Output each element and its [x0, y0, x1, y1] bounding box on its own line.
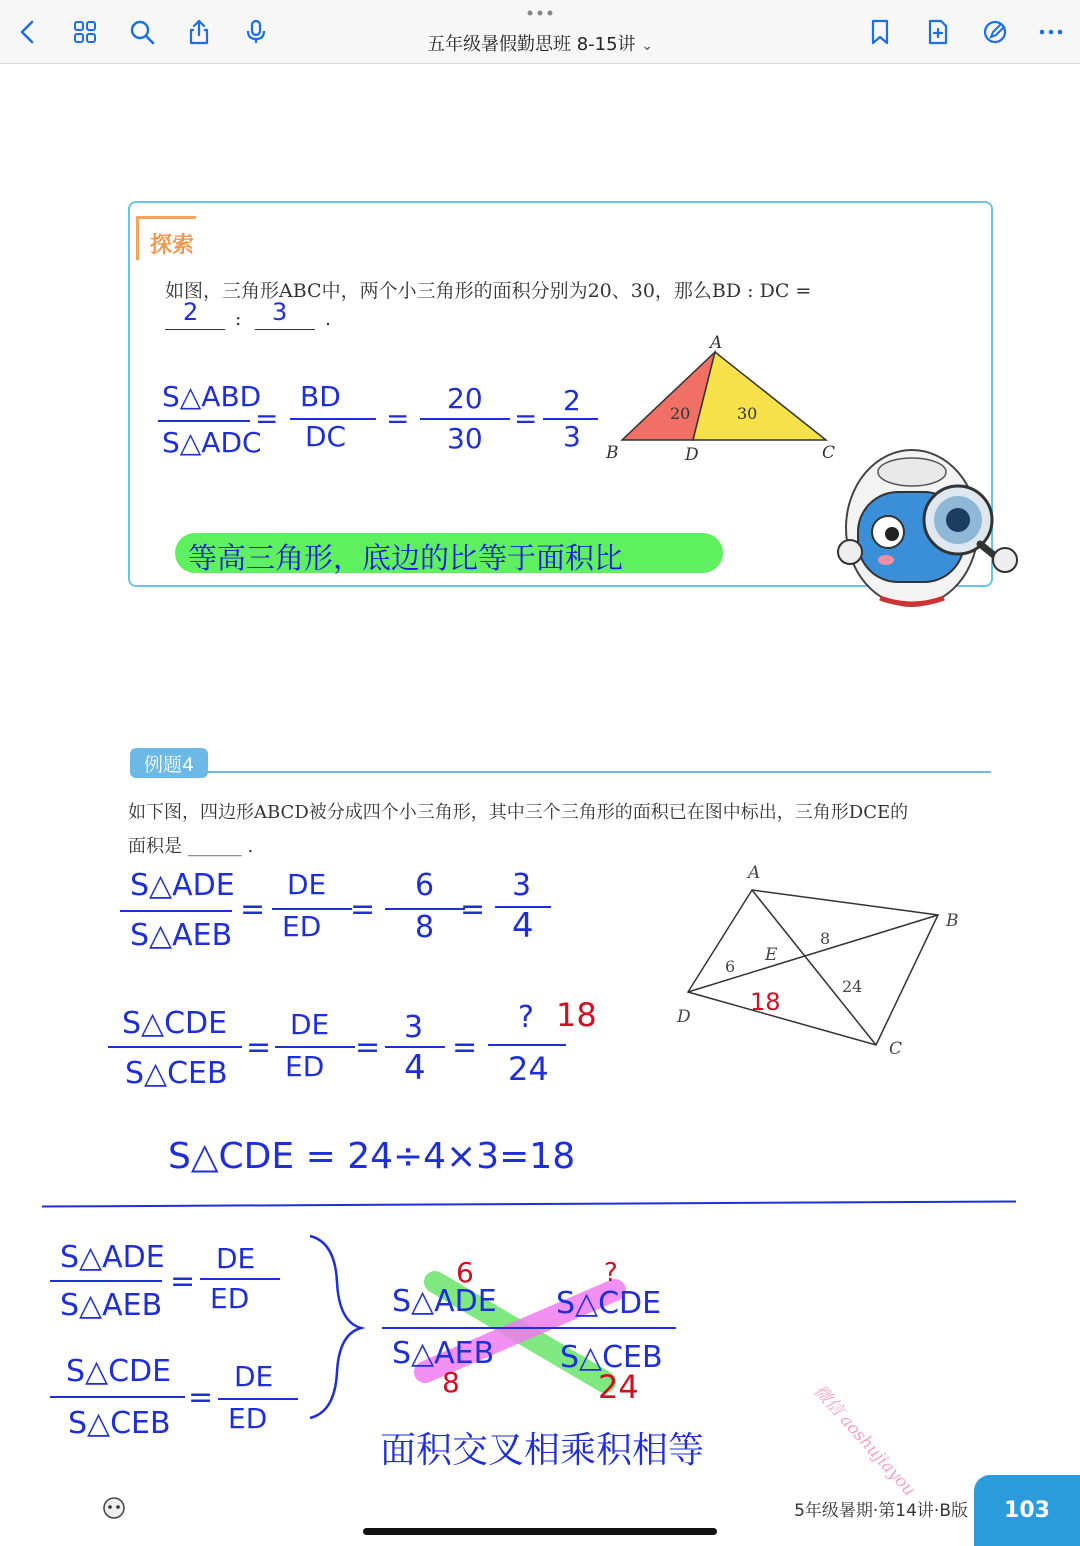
frac-line — [200, 1278, 280, 1280]
hw-num3: 20 — [447, 382, 483, 415]
equals: = — [188, 1380, 214, 1415]
more-button[interactable] — [1033, 14, 1069, 50]
sum-b-n: S△CDE — [66, 1354, 172, 1389]
area-24-label: 24 — [842, 977, 863, 996]
sum-x-d1: S△AEB — [392, 1336, 495, 1371]
equals: = — [460, 892, 486, 927]
hw-note-2: 面积交叉相乘积相等 — [380, 1430, 705, 1471]
eq1-d1: S△AEB — [130, 918, 233, 953]
equals: = — [452, 1030, 478, 1065]
period: . — [325, 308, 332, 330]
ellipsis-icon — [1037, 18, 1065, 46]
vertex-d: D — [677, 1007, 691, 1027]
page-number: 103 — [1004, 1498, 1050, 1523]
colon: : — [235, 308, 242, 330]
sum-b-d: S△CEB — [68, 1406, 171, 1441]
hw-den2: DC — [305, 420, 347, 453]
sum-x-n2: S△CDE — [556, 1286, 662, 1321]
vertex-d: D — [685, 445, 699, 465]
chevron-down-icon: ⌄ — [641, 38, 654, 54]
equals: = — [240, 892, 266, 927]
area-6-label: 6 — [725, 957, 736, 976]
eq2-n4: ? — [518, 1000, 534, 1035]
equals: = — [255, 402, 279, 435]
sum-a-n: S△ADE — [60, 1240, 165, 1275]
hw-den1: S△ADC — [162, 426, 262, 459]
frac-line — [218, 1398, 298, 1400]
quadrilateral-figure — [670, 858, 970, 1068]
vertex-a: A — [710, 333, 723, 353]
vertex-c: C — [822, 443, 836, 463]
eq1-n4: 3 — [512, 868, 532, 903]
area-right-label: 30 — [737, 404, 758, 423]
vertex-b: B — [606, 443, 619, 463]
robot-mascot-icon — [830, 432, 1025, 612]
eq2-d2: ED — [285, 1050, 325, 1083]
frac-line — [50, 1280, 162, 1282]
frac-line — [108, 1046, 242, 1048]
frac-line — [158, 420, 250, 422]
hw-den4: 3 — [563, 420, 581, 453]
sum-b-rd: ED — [228, 1402, 268, 1435]
explore-question: 如图，三角形ABC中，两个小三角形的面积分别为20、30，那么BD : DC = — [165, 280, 812, 302]
hw-num1: S△ABD — [162, 380, 262, 413]
eq1-d3: 8 — [415, 910, 435, 945]
hw-num4: 2 — [563, 384, 581, 417]
eq1-d2: ED — [282, 910, 322, 943]
sum-a-d: S△AEB — [60, 1288, 163, 1323]
sum-b-rn: DE — [234, 1360, 274, 1393]
eq2-answer: 18 — [556, 996, 597, 1034]
blank-1-answer: 2 — [183, 298, 199, 326]
equals: = — [246, 1030, 272, 1065]
equals: = — [170, 1264, 196, 1299]
tag-8: 8 — [442, 1366, 460, 1399]
eq1-n2: DE — [287, 868, 327, 901]
frac-line — [420, 418, 510, 420]
watermark: 微信 aoshujiayou — [809, 1381, 920, 1501]
tag-24: 24 — [598, 1368, 639, 1406]
more-dots-icon[interactable] — [524, 6, 556, 20]
example-rule — [208, 771, 991, 773]
eq1-d4: 4 — [512, 906, 534, 946]
face-icon — [102, 1496, 126, 1520]
document-title[interactable] — [0, 30, 1080, 56]
vertex-a: A — [748, 863, 761, 883]
example-question-line2: 面积是 ______ . — [128, 836, 254, 857]
eq2-d4: 24 — [508, 1050, 549, 1088]
eq2-n2: DE — [290, 1008, 330, 1041]
area-8-label: 8 — [820, 929, 831, 948]
hw-num2: BD — [300, 380, 341, 413]
vertex-c: C — [889, 1039, 903, 1059]
sum-a-rd: ED — [210, 1282, 250, 1315]
tag-6: 6 — [456, 1256, 474, 1289]
brace-icon — [305, 1232, 365, 1422]
eq2-n3: 3 — [404, 1010, 424, 1045]
pencil-circle-icon — [981, 18, 1009, 46]
example-question-line1: 如下图，四边形ABCD被分成四个小三角形，其中三个三角形的面积已在图中标出，三角形DCE的 — [128, 802, 909, 823]
sum-x-n1: S△ADE — [392, 1284, 497, 1319]
area-left-label: 20 — [670, 404, 691, 423]
footer-text: 5年级暑期·第14讲·B版 — [794, 1501, 968, 1521]
blank-2-answer: 3 — [272, 298, 288, 326]
triangle-figure — [600, 330, 850, 470]
annotate-button[interactable] — [977, 14, 1013, 50]
eq2-d3: 4 — [404, 1048, 426, 1088]
frac-line — [50, 1396, 185, 1398]
equals: = — [514, 402, 538, 435]
hw-den3: 30 — [447, 422, 483, 455]
toolbar — [0, 0, 1080, 64]
eq1-n1: S△ADE — [130, 868, 235, 903]
add-page-button[interactable] — [920, 14, 956, 50]
equals: = — [386, 402, 410, 435]
bookmark-icon — [866, 18, 894, 46]
frac-line — [488, 1044, 566, 1046]
equals: = — [350, 892, 376, 927]
sum-a-rn: DE — [216, 1242, 256, 1275]
equals: = — [355, 1030, 381, 1065]
eq3: S△CDE = 24÷4×3=18 — [168, 1136, 576, 1177]
explore-label: 探索 — [150, 233, 195, 258]
eq1-n3: 6 — [415, 868, 435, 903]
example-badge: 例题4 — [130, 748, 208, 778]
tag-question: ? — [604, 1258, 618, 1288]
hw-note-1: 等高三角形，底边的比等于面积比 — [188, 541, 624, 575]
sum-x-d2: S△CEB — [560, 1340, 663, 1375]
frac-line — [275, 1046, 355, 1048]
eq2-n1: S△CDE — [122, 1006, 228, 1041]
eq2-d1: S△CEB — [125, 1056, 228, 1091]
home-indicator[interactable] — [363, 1528, 717, 1535]
vertex-b: B — [946, 911, 959, 931]
add-page-icon — [924, 18, 952, 46]
area-18-label: 18 — [750, 988, 781, 1016]
document-title-text: 五年级暑假勤思班 8-15讲 — [426, 34, 636, 55]
vertex-e: E — [765, 945, 778, 965]
frac-line — [120, 910, 232, 912]
page-number-tab — [974, 1475, 1080, 1546]
bookmark-button[interactable] — [862, 14, 898, 50]
